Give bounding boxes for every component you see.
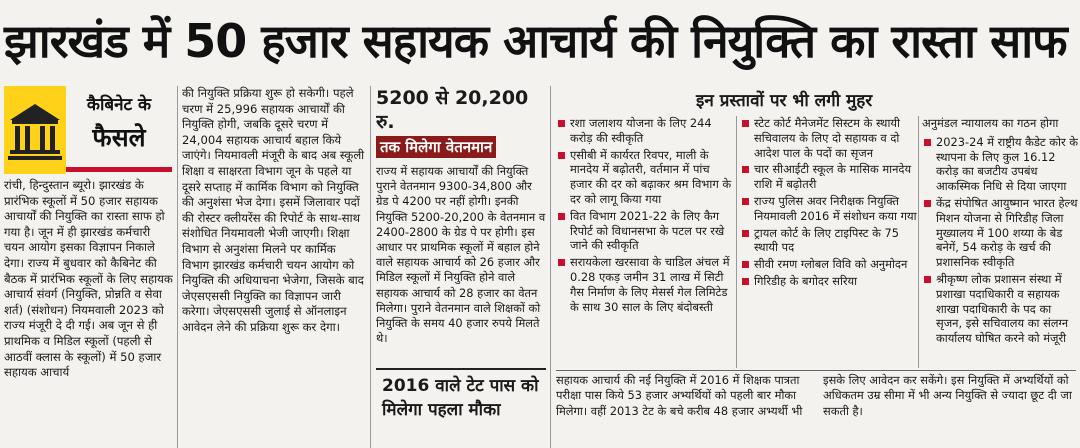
list-item: केंद्र संपोषित आयुष्मान भारत हेल्थ मिशन योजना से गिरिडीह जिला मुख्यालय में 100 शय्या के बेड बनेगें, 54 करोड़ के खर्च की प्रशासनिक स्वीकृति: [922, 196, 1078, 270]
list-item: सीवी रमण ग्लोबल विवि को अनुमोदन: [740, 257, 918, 272]
list-item: रशा जलाशय योजना के लिए 244 करोड़ की स्वीकृति: [556, 116, 732, 146]
section-heading: [556, 88, 1076, 114]
headline: झारखंड में 50 हजार सहायक आचार्य की नियुक्ति का रास्ता साफ: [4, 14, 1067, 68]
tet-subhead: 2016 वाले टेट पास को मिलेगा पहला मौका: [376, 368, 546, 444]
cabinet-title-line2: फैसले: [92, 123, 146, 152]
cabinet-title-line1: कैबिनेट के: [86, 95, 152, 115]
list-item: सरायकेला खरसावा के चाडिल अंचल में 0.28 एकड़ जमीन 31 लाख में सिटी गैस निर्माण के लिए मेसर्स गेल लिमिटेड के साथ 30 साल के लिए बंदोबस्ती: [556, 255, 732, 314]
list-item: स्टेट कोर्ट मैनेजमेंट सिस्टम के स्थायी सचिवालय के लिए दो सहायक व दो आदेश पाल के पदों का सृजन: [740, 116, 918, 160]
divider: [177, 86, 178, 448]
divider: [918, 116, 919, 368]
column-1-text: रांची, हिन्दुस्तान ब्यूरो। झारखंड के प्रारंभिक स्कूलों में 50 हजार सहायक आचार्यों की नियुक्ति का रास्ता साफ हो गया है। जून में ही झारखंड कर्मचारी चयन आयोग इसका विज्ञापन निकाले देगा। राज्य में बुधवार को कैबिनेट की बैठक में प्रारंभिक स्कूलों के लिए सहायक आचार्य संवर्ग (नियुक्ति, प्रोन्नति व सेवा शर्त) (संशोधन) नियमवाली 2023 को राज्य मंजूरी दे दी गई। अब जून से ही प्राथमिक व मिडिल स्कूलों (पहली से आठवीं क्लास के स्कूलों) में 50 हजार सहायक आचार्य: [4, 178, 173, 380]
column-2-text: की नियुक्ति प्रक्रिया शुरू हो सकेगी। पहले चरण में 25,996 सहायक आचार्यों की नियुक्ति होगी, जबकि दूसरे चरण में 24,004 सहायक आचार्य बहाल किये जाएंगे। नियमावली मंजूरी के बाद अब स्कूली शिक्षा व साक्षरता विभाग जून के पहले या दूसरे सप्ताह में कार्मिक विभाग को नियुक्ति की अनुशंसा भेज देगा। इसमें जिलावार पदों की रोस्टर क्लीयरेंस की रिपोर्ट के साथ-साथ संशोधित नियमावली भेजी जाएगी। शिक्षा विभाग से अनुशंसा मिलने पर कार्मिक विभाग झारखंड कर्मचारी चयन आयोग को नियुक्ति की अधियाचना भेजेगा, जिसके बाद जेएसएससी नियुक्ति का विज्ञापन जारी करेगा। जेएसएससी जुलाई से ऑनलाइन आवेदन लेने की प्रक्रिया शुरू कर देगा।: [182, 86, 365, 334]
bullet-column-1: [556, 116, 732, 368]
divider: [370, 86, 371, 448]
list-item: राज्य पुलिस अवर निरीक्षक नियुक्ति नियमावली 2016 में संशोधन कया गया: [740, 194, 918, 224]
list-item: एसीबी में कार्यरत रिवपर, माली के मानदेय में बढ़ोतरी, वर्तमान में पांच हजार की दर को बढ़ाकर श्रम विभाग के दर को लागू किया गया: [556, 148, 732, 207]
column-3: [376, 86, 546, 366]
list-item: वित विभाग 2021-22 के लिए कैग रिपोर्ट को विधानसभा के पटल पर रखे जाने की स्वीकृति: [556, 209, 732, 253]
column-3-text: राज्य में सहायक आचार्यों की नियुक्ति पुराने वेतनमान 9300-34,800 और ग्रेड पे 4200 पर नहीं होगी। इनकी नियुक्ति 5200-20,200 के वेतनमान व 2400-2800 के ग्रेड पे पर होगी। इस आधार पर प्राथमिक स्कूलों में बहाल होने वाले सहायक आचार्य को 26 हजार और मिडिल स्कूलों में नियुक्ति होने वाले सहायक आचार्य को 28 हजार का वेतन मिलेगा। पुराने वेतनमान वाले शिक्षकों को नियुक्ति के समय 40 हजार रुपये मिलते थे।: [376, 164, 546, 346]
list-item: गिरिडीह के बगोदर सरिया: [740, 274, 918, 289]
cabinet-building-icon: [4, 86, 66, 174]
list-item: ट्रायल कोर्ट के लिए टाइपिस्ट के 75 स्थायी पद: [740, 226, 918, 256]
salary-subhead: 5200 से 20,200 रु.: [376, 87, 529, 133]
cabinet-logo: [4, 86, 172, 174]
list-item: श्रीकृष्ण लोक प्रशासन संस्था में प्रशाखा पदाधिकारी व सहायक शाखा पदाधिकारी के पद का सृजन, इसे सचिवालय का संलग्न कार्यालय घोषित करने को मंजूरी: [922, 272, 1078, 346]
divider: [736, 116, 737, 368]
column-2: [182, 86, 366, 448]
bullet-column-2: [740, 116, 918, 368]
tet-paragraph: सहायक आचार्य की नई नियुक्ति में 2016 में शिक्षक पात्रता परीक्षा पास किये 53 हजार अभ्यर्थियों को पहली बार मौका मिलेगा। वहीं 2013 टेट के बचे करीब 48 हजार अभ्यर्थी भी इसके लिए आवेदन कर सकेंगे। इस नियुक्ति में अभ्यर्थियों को अधिकतम उम्र सीमा में भी अन्य नियुक्ति से ज्यादा छूट दी जा सकती है।: [556, 370, 1076, 444]
cabinet-underline: [66, 167, 172, 172]
list-item: चार सीआईटी स्कूल के मासिक मानदेय राशि में बढ़ोतरी: [740, 162, 918, 192]
list-item: 2023-24 में राष्ट्रीय कैडेट कोर के स्थापना के लिए कुल 16.12 करोड़ का बजटीय उपबंध आकस्मिक निधि से दिया जाएगा: [922, 135, 1078, 194]
section-heading-text: इन प्रस्तावों पर भी लगी मुहर: [696, 91, 873, 111]
column-1: [4, 86, 174, 448]
divider: [550, 86, 551, 448]
column-4-lead: अनुमंडल न्यायालय का गठन होगा: [922, 116, 1059, 130]
salary-subhead-banner: तक मिलेगा वेतनमान: [376, 136, 496, 158]
